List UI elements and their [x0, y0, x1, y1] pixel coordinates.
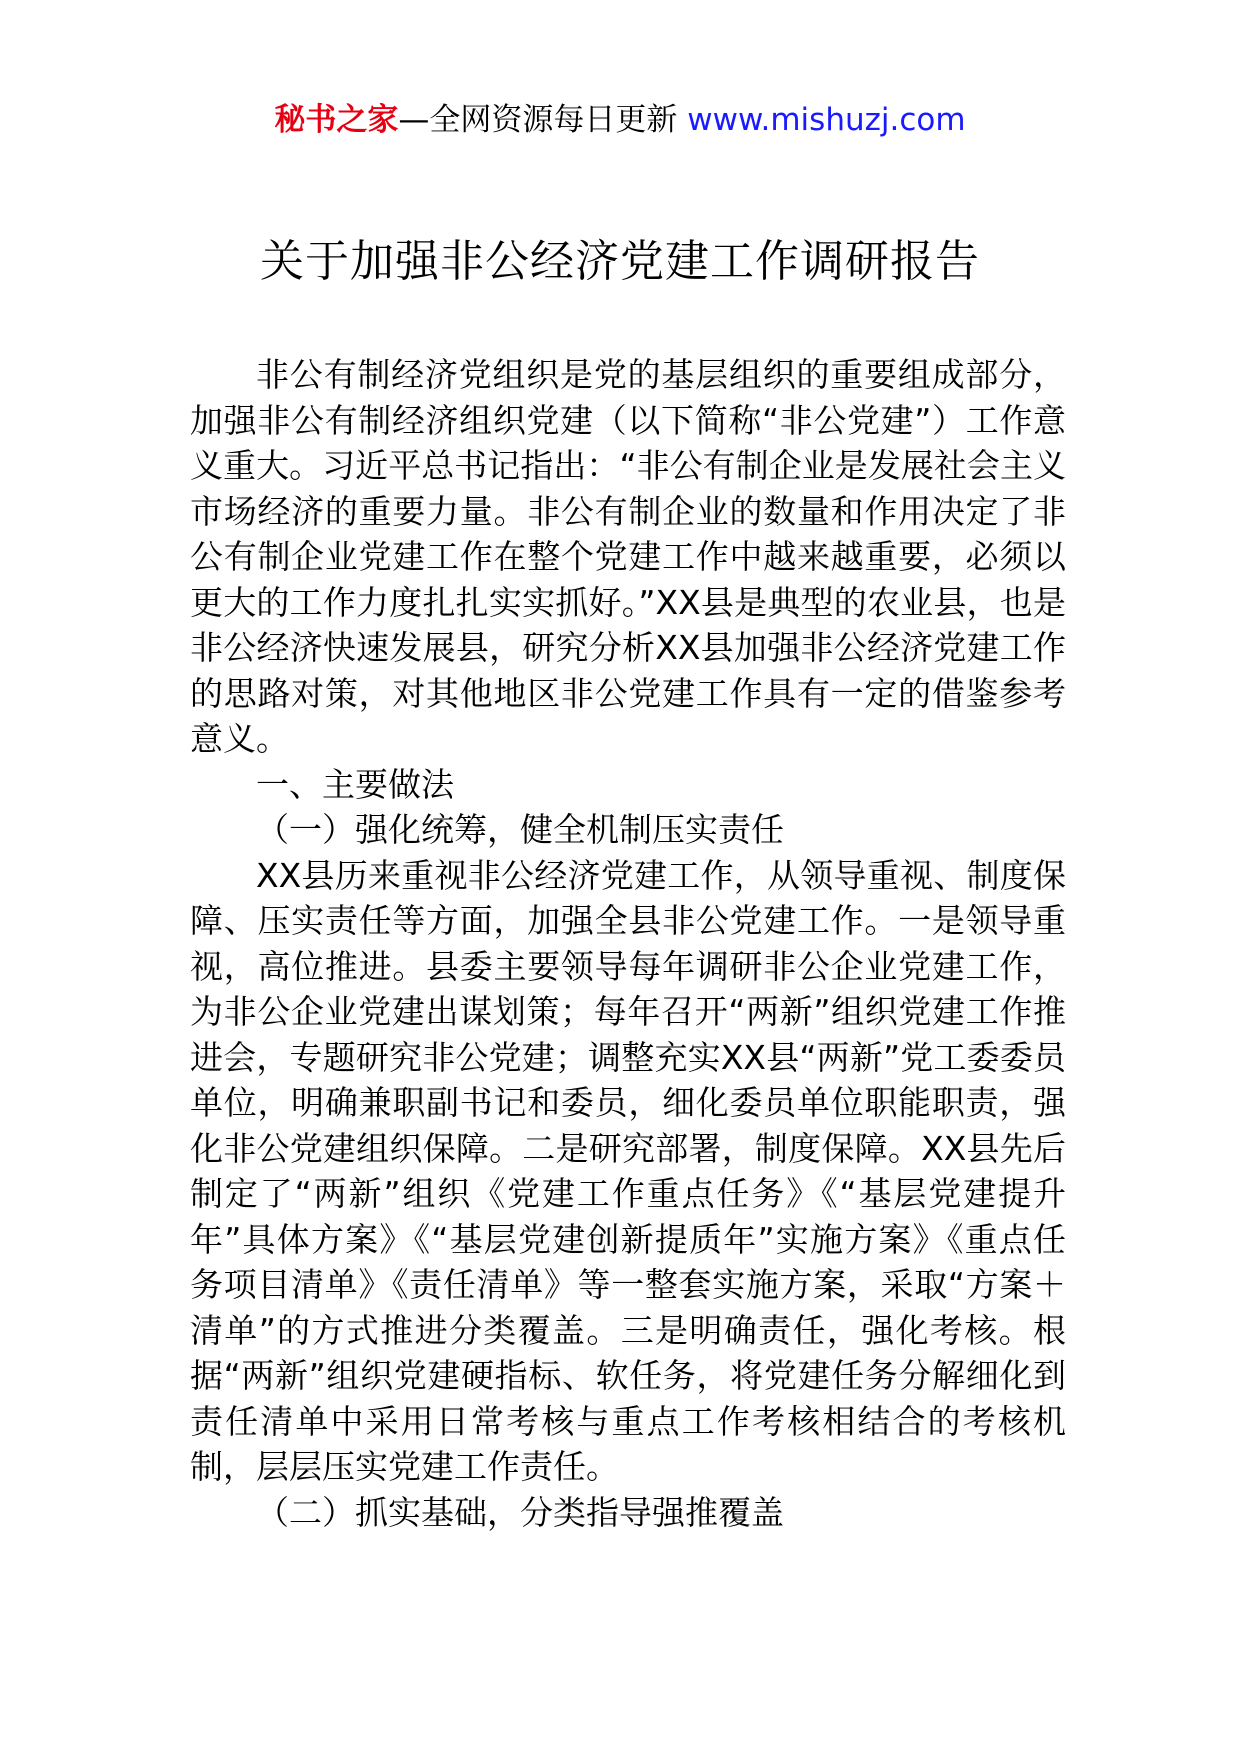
brand-name: 秘书之家: [274, 102, 399, 138]
document-title: 关于加强非公经济党建工作调研报告: [260, 236, 980, 287]
body-paragraph: XX县历来重视非公经济党建工作，从领导重视、制度保障、压实责任等方面，加强全县非公党建工作。一是领导重视，高位推进。县委主要领导每年调研非公企业党建工作，为非公企业党建出谋划策；每年召开“两新”组织党建工作推进会，专题研究非公党建；调整充实XX县“两新”党工委委员单位，明确兼职副书记和委员，细化委员单位职能职责，强化非公党建组织保障。二是研究部署，制度保障。XX县先后制定了“两新”组织《党建工作重点任务》《“基层党建提升年”具体方案》《“基层党建创新提质年”实施方案》《重点任务项目清单》《责任清单》等一整套实施方案，采取“方案＋清单”的方式推进分类覆盖。三是明确责任，强化考核。根据“两新”组织党建硬指标、软任务，将党建任务分解细化到责任清单中采用日常考核与重点工作考核相结合的考核机制，层层压实党建工作责任。: [190, 855, 1066, 1486]
intro-paragraph: 非公有制经济党组织是党的基层组织的重要组成部分，加强非公有制经济组织党建（以下简称“非公党建”）工作意义重大。习近平总书记指出：“非公有制企业是发展社会主义市场经济的重要力量。非公有制企业的数量和作用决定了非公有制企业党建工作在整个党建工作中越来越重要，必须以更大的工作力度扎扎实实抓好。”XX县是典型的农业县，也是非公经济快速发展县，研究分析XX县加强非公经济党建工作的思路对策，对其他地区非公党建工作具有一定的借鉴参考意义。: [190, 355, 1066, 758]
subsection-heading-2: （二）抓实基础，分类指导强推覆盖: [256, 1492, 784, 1532]
document-body: [190, 352, 1066, 1535]
subsection-heading-1: （一）强化统筹，健全机制压实责任: [256, 810, 784, 849]
site-url-link[interactable]: www.mishuzj.com: [687, 102, 966, 138]
section-heading-main-practices: 一、主要做法: [256, 764, 454, 804]
site-header: [0, 100, 1240, 140]
header-tagline: —全网资源每日更新: [398, 102, 678, 138]
